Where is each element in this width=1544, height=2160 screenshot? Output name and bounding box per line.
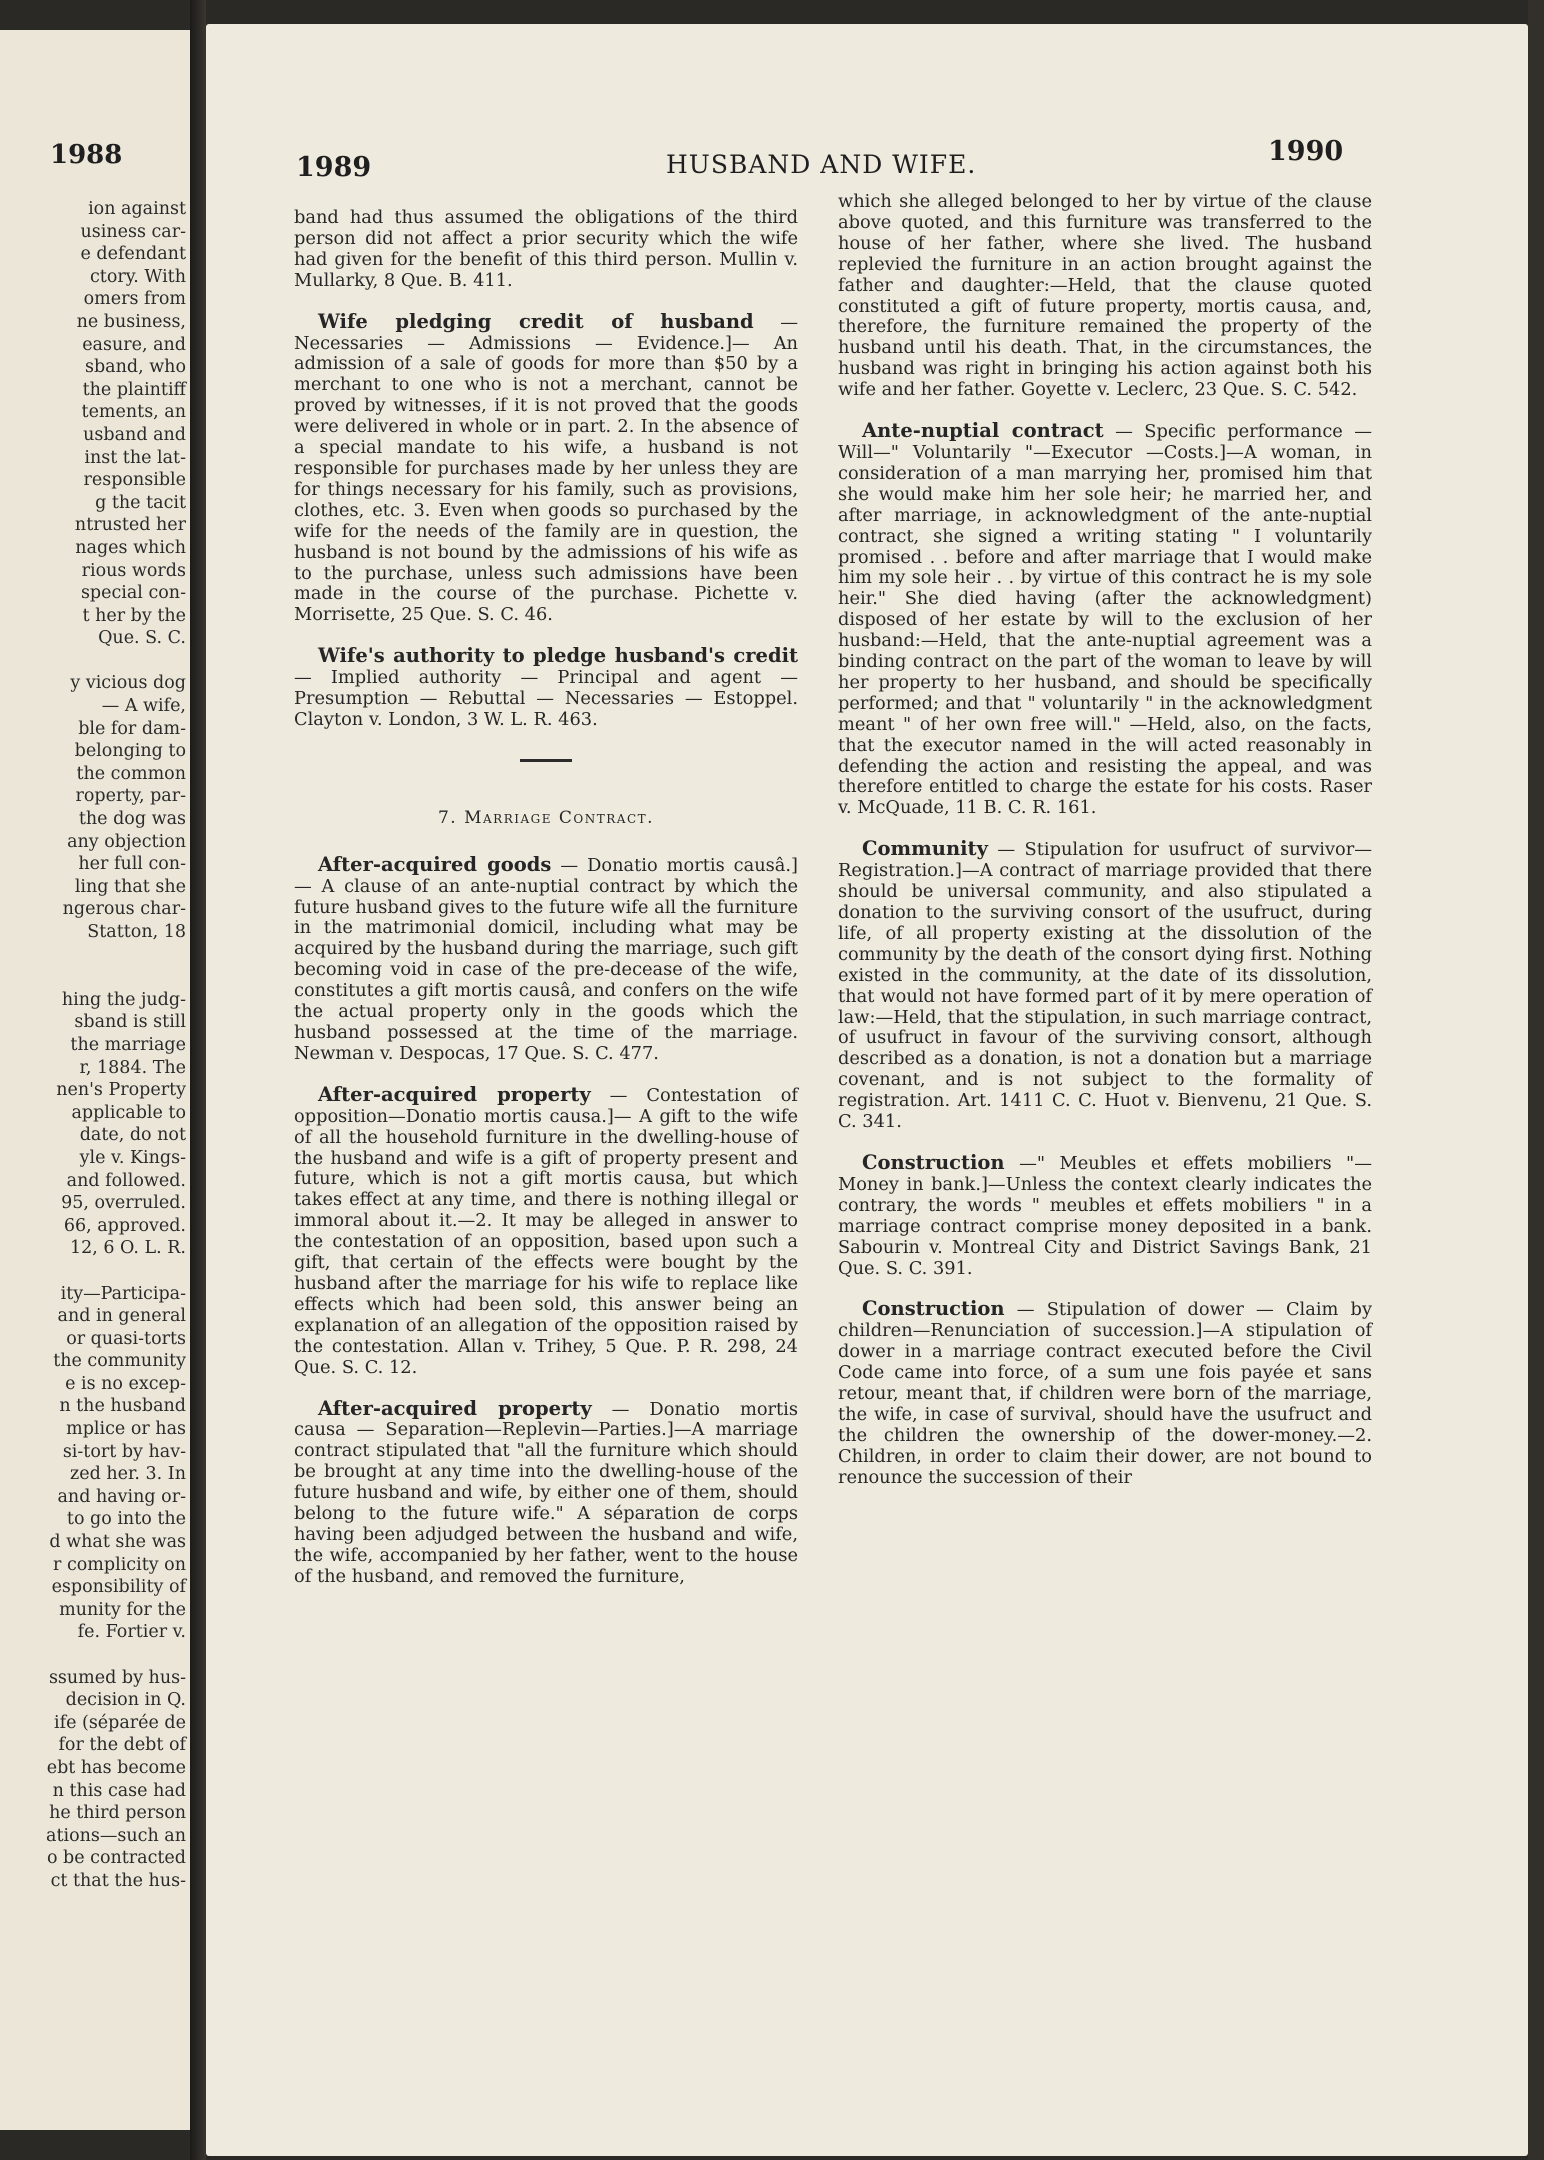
left-page-line: hing the judg- bbox=[61, 989, 186, 1010]
digest-entry bbox=[294, 309, 798, 627]
continued-paragraph: band had thus assumed the obligations of the third person did not affect a prior security which the wife had given for the benefit of this third person. Mullin v. Mullarky, 8 Que. B. 411. bbox=[294, 207, 798, 291]
left-page-line: ity—Participa- bbox=[60, 1283, 186, 1304]
entry-heading: Wife pledging credit of husband bbox=[318, 309, 754, 333]
left-page-text bbox=[0, 198, 190, 1893]
left-page-line: ion against bbox=[88, 199, 186, 219]
left-page-line: nages which bbox=[75, 537, 186, 558]
left-page-line: r, 1884. The bbox=[79, 1057, 186, 1078]
left-page-line: munity for the bbox=[59, 1599, 186, 1620]
left-page-line bbox=[0, 1260, 190, 1283]
left-page-line: and in general bbox=[57, 1306, 186, 1327]
left-page-line: 66, approved. bbox=[63, 1215, 186, 1236]
page-header bbox=[206, 120, 1528, 183]
page-edge bbox=[1528, 0, 1544, 2160]
left-page-line: 95, overruled. bbox=[61, 1193, 186, 1214]
left-page-line: and having or- bbox=[57, 1486, 186, 1507]
left-page-line: ctory. With bbox=[89, 266, 186, 287]
left-page-line: r complicity on bbox=[53, 1554, 186, 1575]
left-page-line: tements, an bbox=[81, 402, 186, 423]
left-page-line: ntrusted her bbox=[74, 515, 186, 536]
left-page-line: date, do not bbox=[79, 1125, 186, 1146]
left-page-line: ations—such an bbox=[46, 1825, 186, 1846]
left-page-line: rious words bbox=[81, 560, 186, 581]
section-title: 7. Marriage Contract. bbox=[437, 807, 655, 828]
entry-heading: After-acquired property bbox=[318, 1396, 592, 1420]
left-page-line: ife (séparée de bbox=[54, 1712, 186, 1733]
left-page-line: si-tort by hav- bbox=[62, 1441, 186, 1462]
left-page-line: n the husband bbox=[59, 1396, 186, 1417]
left-page-line: decision in Q. bbox=[65, 1690, 186, 1711]
entry-body: — Donatio mortis causâ.] — A clause of an ante-nuptial contract by which the future husband gives to the future wife all the furniture in the matrimonial domicil, including what may be acquired by the husband during the marriage, such gift becoming void in case of the pre-decease of the wife, constitutes a gift mortis causâ, and confers on the wife the actual property only in the goods which the husband possessed at the time of the marriage. Newman v. Despocas, 17 Que. S. C. 477. bbox=[294, 854, 798, 1064]
left-page-line: roperty, par- bbox=[75, 786, 186, 807]
left-page-line: t her by the bbox=[82, 605, 186, 626]
left-page-line: e defendant bbox=[80, 244, 186, 265]
right-page bbox=[206, 24, 1528, 2156]
entry-body: — Stipulation for usufruct of survivor—Registration.]—A contract of marriage provided that there should be universal community, and also stipulated a donation to the surviving consort of the usufruct, during life, of all property existing at the dissolution of the community by the death of the consort dying first. Nothing existed in the community, at the date of its dissolution, that would not have formed part of it by mere operation of law:—Held, that the stipulation, in such marriage contract, of usufruct in favour of the surviving consort, although described as a donation, is not a donation but a marriage covenant, and is not subject to the formality of registration. Art. 1411 C. C. Huot v. Bienvenu, 21 Que. S. C. 341. bbox=[838, 839, 1372, 1133]
digest-entry bbox=[838, 839, 1372, 1133]
continued-paragraph: which she alleged belonged to her by virtue of the clause above quoted, and this furniture was transferred to the house of her father, where she lived. The husband replevied the furniture in an action brought against the father and daughter:—Held, that the clause quoted constituted a gift of future property, mortis causa, and, therefore, the furniture remained the property of the husband until his death. That, in the circumstances, the husband was right in bringing his action against both his wife and her father. Goyette v. Leclerc, 23 Que. S. C. 542. bbox=[838, 191, 1372, 401]
left-page-line: the community bbox=[53, 1351, 186, 1372]
left-page-line bbox=[0, 650, 190, 673]
digest-entry bbox=[838, 1299, 1372, 1488]
left-page-line bbox=[0, 944, 190, 967]
left-page-line bbox=[0, 1644, 190, 1667]
entry-body: — Donatio mortis causa — Separation—Replevin—Parties.]—A marriage contract stipulated that "all the furniture which should be brought at any time into the dwelling-house of the future husband and wife, by either one of them, should belong to the future wife." A séparation de corps having been adjudged between the husband and wife, the wife, accompanied by her father, went to the house of the husband, and removed the furniture, bbox=[294, 1398, 798, 1587]
left-page-line: usband and bbox=[83, 424, 186, 445]
page-number-left: 1989 bbox=[296, 152, 372, 183]
entry-body: — Implied authority — Principal and agent — Presumption — Rebuttal — Necessaries — Estoppel. Clayton v. London, 3 W. L. R. 463. bbox=[294, 667, 798, 730]
left-page-line: to go into the bbox=[66, 1509, 186, 1530]
left-page-line: — A wife, bbox=[101, 696, 186, 717]
left-page-line: the dog was bbox=[78, 809, 186, 830]
left-page-line: the plaintiff bbox=[82, 379, 186, 400]
left-page-line: y vicious dog bbox=[70, 673, 186, 694]
left-page-line: d what she was bbox=[49, 1532, 186, 1553]
entry-heading: Ante-nuptial contract bbox=[862, 419, 1104, 443]
left-page-line: mplice or has bbox=[66, 1419, 186, 1440]
left-page-line: g the tacit bbox=[95, 492, 186, 513]
text-column-left bbox=[294, 208, 798, 1608]
left-page-line: nen's Property bbox=[56, 1080, 186, 1101]
entry-body: —" Meubles et effets mobiliers "—Money in bank.]—Unless the context clearly indicates the contrary, the words " meubles et effets mobiliers " in a marriage contract comprise money deposited in a bank. Sabourin v. Montreal City and District Savings Bank, 21 Que. S. C. 391. bbox=[838, 1152, 1372, 1279]
left-page-line: ble for dam- bbox=[78, 718, 186, 739]
entry-body: — Contestation of opposition—Donatio mortis causa.]— A gift to the wife of all the household furniture in the dwelling-house of the husband and wife is a gift of property present and future, which is not a gift mortis causa, but which takes effect at any time, and there is nothing illegal or immoral about it.—2. It may be alleged in answer to the contestation of an opposition, based upon such a gift, that certain of the effects were bought by the husband after the marriage for his wife to replace like effects which had been sold, this answer being an explanation of an allegation of the opposition raised by the contestation. Allan v. Trihey, 5 Que. P. R. 298, 24 Que. S. C. 12. bbox=[294, 1084, 798, 1378]
left-page-line: ebt has become bbox=[46, 1757, 186, 1778]
left-page-line: ssumed by hus- bbox=[48, 1667, 186, 1688]
left-page-line: applicable to bbox=[71, 1102, 186, 1123]
entry-body: — Necessaries — Admissions — Evidence.]— An admission of a sale of goods for more than $50 by a merchant to one who is not a merchant, cannot be proved by witnesses, if it is not proved that the goods were delivered in whole or in part. 2. In the absence of a special mandate to his wife, a husband is not responsible for purchases made by her unless they are for things necessary for his family, such as provisions, clothes, etc. 3. Even when goods so purchased by the wife for the needs of the family are in question, the husband is not bound by the admissions of his wife as to the purchase, unless such admissions have been made in the course of the purchase. Pichette v. Morrisette, 25 Que. S. C. 46. bbox=[294, 311, 798, 626]
left-page-line: e is no excep- bbox=[65, 1373, 186, 1394]
left-page-line: fe. Fortier v. bbox=[77, 1622, 186, 1643]
left-page-line: o be contracted bbox=[46, 1848, 186, 1869]
left-page-line bbox=[0, 966, 190, 989]
left-page-line: Statton, 18 bbox=[87, 922, 186, 942]
digest-entry bbox=[294, 1082, 798, 1379]
left-page-line: or quasi-torts bbox=[66, 1328, 186, 1349]
left-page-line: omers from bbox=[83, 289, 186, 310]
entry-heading: Construction bbox=[862, 1150, 1005, 1174]
book-gutter bbox=[190, 0, 206, 2160]
left-page-line: ngerous char- bbox=[62, 899, 186, 920]
left-page-line: responsible bbox=[83, 470, 186, 491]
left-page-line: usiness car- bbox=[80, 221, 186, 242]
left-page-line: sband is still bbox=[74, 1012, 186, 1033]
left-page-line: her full con- bbox=[78, 854, 186, 875]
entry-body: — Stipulation of dower — Claim by children—Renunciation of succession.]—A stipulation of dower in a marriage contract executed before the Civil Code came into force, of a sum une fois payée et sans retour, meant that, if children were born of the marriage, the wife, in case of survival, should have the usufruct and the children the ownership of the dower-money.—2. Children, in order to claim their dower, are not bound to renounce the succession of their bbox=[838, 1299, 1372, 1488]
entry-heading: Wife's authority to pledge husband's credit bbox=[318, 644, 798, 668]
text-column-right bbox=[838, 192, 1372, 1509]
left-page-line: easure, and bbox=[82, 334, 186, 355]
entry-body: — Specific performance — Will—" Voluntarily "—Executor —Costs.]—A woman, in consideration of a man marrying her, promised him that she would make him her sole heir; he married her, and after marriage, in acknowledgment of the ante-nuptial contract, she signed a writing stating " I voluntarily promised . . before and after marriage that I would make him my sole heir . . by virtue of this contract he is my sole heir." She died having (after the acknowledgment) disposed of her estate by will to the exclusion of her husband:—Held, that the ante-nuptial agreement was a binding contract on the part of the woman to leave by will her property to her husband, and should be specifically performed; and that " voluntarily " in the acknowledgment meant " of her own free will." —Held, also, on the facts, that the executor named in the will acted reasonably in defending the action and resisting the appeal, and was therefore entitled to charge the estate for his costs. Raser v. McQuade, 11 B. C. R. 161. bbox=[838, 421, 1373, 819]
left-page-line: ne business, bbox=[76, 311, 186, 332]
left-page-line: Que. S. C. bbox=[98, 628, 186, 649]
left-page-line: ct that the hus- bbox=[50, 1870, 186, 1891]
entry-heading: After-acquired property bbox=[318, 1082, 591, 1106]
digest-entry bbox=[838, 421, 1372, 819]
left-page-line: yle v. Kings- bbox=[79, 1147, 186, 1168]
left-page-line: sband, who bbox=[84, 357, 186, 378]
left-page-line: 12, 6 O. L. R. bbox=[69, 1238, 186, 1259]
left-page-line: and followed. bbox=[66, 1170, 186, 1191]
running-title: HUSBAND AND WIFE. bbox=[666, 150, 977, 179]
page-number-right: 1990 bbox=[1268, 136, 1344, 167]
left-page bbox=[0, 30, 190, 2130]
left-page-line: the marriage bbox=[70, 1034, 186, 1055]
entry-heading: Construction bbox=[862, 1297, 1005, 1321]
entry-heading: Community bbox=[862, 837, 988, 861]
left-page-line: for the debt of bbox=[58, 1735, 186, 1756]
left-page-number: 1988 bbox=[50, 140, 123, 170]
left-page-line: he third person bbox=[49, 1803, 186, 1824]
digest-entry bbox=[294, 1396, 798, 1588]
entry-heading: After-acquired goods bbox=[318, 852, 552, 876]
left-page-line: inst the lat- bbox=[84, 447, 186, 468]
digest-entry bbox=[294, 852, 798, 1065]
digest-entry bbox=[838, 1150, 1372, 1279]
left-page-line: special con- bbox=[80, 583, 186, 604]
left-page-line: n this case had bbox=[52, 1780, 186, 1801]
left-page-line: ling that she bbox=[74, 876, 186, 897]
left-page-line: the common bbox=[76, 763, 186, 784]
digest-entry bbox=[294, 646, 798, 731]
left-page-line: belonging to bbox=[74, 741, 186, 762]
left-page-line: any objection bbox=[67, 831, 186, 852]
left-page-line: esponsibility of bbox=[51, 1577, 186, 1598]
left-page-line: zed her. 3. In bbox=[70, 1464, 186, 1485]
section-divider bbox=[520, 759, 572, 762]
